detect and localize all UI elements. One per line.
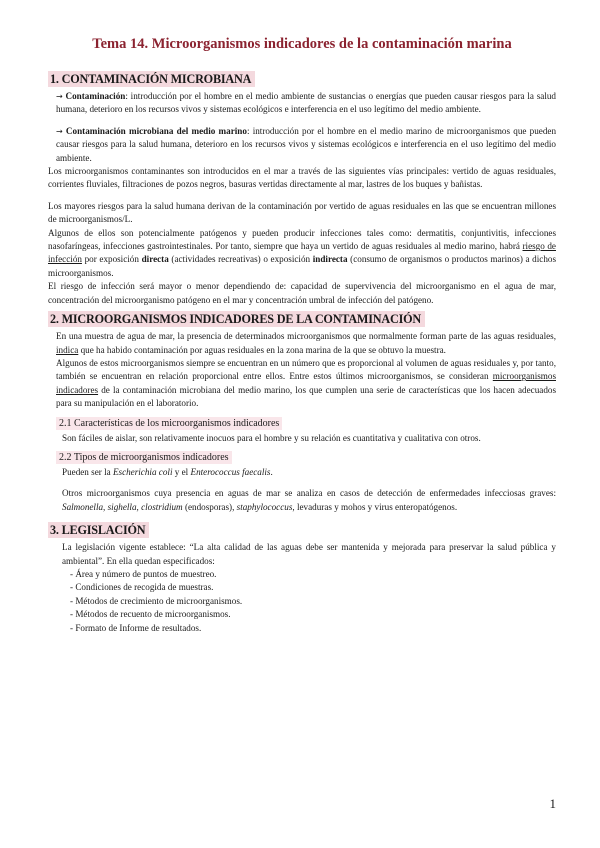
paragraph: Los microorganismos contaminantes son introducidos en el mar a través de las siguientes vías principales: vertido de aguas residuales, corrientes fluviales, filtraciones de pozos negros, basuras vertidas directamente al mar, lastres de los buques y bañistas. xyxy=(48,166,556,190)
list-item: - Área y número de puntos de muestreo. xyxy=(70,568,217,579)
page-number: 1 xyxy=(549,796,556,811)
list-item: - Formato de Informe de resultados. xyxy=(70,622,202,633)
document-title: Tema 14. Microorganismos indicadores de la contaminación marina xyxy=(92,36,512,52)
section-1-heading: 1. CONTAMINACIÓN MICROBIANA xyxy=(48,71,255,87)
term: Contaminación microbiana del medio marino xyxy=(65,125,247,136)
arrow-icon: → xyxy=(56,92,63,101)
list-item: - Métodos de crecimiento de microorganismos. xyxy=(70,595,243,606)
list-item: - Métodos de recuento de microorganismos. xyxy=(70,609,231,620)
paragraph: Otros microorganismos cuya presencia en aguas de mar se analiza en casos de detección de enfermedades infecciosas graves: Salmonella, sighella, clostridium (endosporas), staphylococcus, levaduras y mohos y virus enteropatógenos. xyxy=(62,488,556,512)
requirements-list xyxy=(48,568,556,635)
section-2-heading: 2. MICROORGANISMOS INDICADORES DE LA CONTAMINACIÓN xyxy=(48,311,425,327)
arrow-icon: → xyxy=(56,126,63,136)
section-3 xyxy=(48,514,556,635)
paragraph: Pueden ser la Escherichia coli y el Enterococcus faecalis. xyxy=(62,466,273,477)
section-2 xyxy=(48,307,556,514)
definition-contaminacion-marina: → Contaminación microbiana del medio marino: introducción por el hombre en el medio marino de microorganismos que pueden causar riesgos para la salud humana, deterioro en los recursos vivos y sistemas ecológicos e interferencia en el uso legítimo del medio ambiente. xyxy=(56,125,557,163)
list-item: - Condiciones de recogida de muestras. xyxy=(70,582,214,593)
paragraph: La legislación vigente establece: “La alta calidad de las aguas debe ser mantenida y mejorada para preservar la salud pública y ambiental”. En ella quedan especificados: xyxy=(62,542,556,566)
paragraph: Los mayores riesgos para la salud humana derivan de la contaminación por vertido de aguas residuales en las que se encuentran millones de microorganismos/L. xyxy=(48,200,556,225)
paragraph: Son fáciles de aislar, son relativamente inocuos para el hombre y su relación es cuantitativa y cualitativa con otros. xyxy=(62,432,481,443)
definition-contaminacion: → Contaminación: introducción por el hombre en el medio ambiente de sustancias o energías que pueden causar riesgos para la salud humana, deterioro en los recursos vivos y sistemas ecológicos e interferencia en el uso legítimo del medio ambiente. xyxy=(56,91,556,115)
paragraph: El riesgo de infección será mayor o menor dependiendo de: capacidad de supervivencia del microorganismo en el agua de mar, concentración del microorganismo patógeno en el mar y concentración umbral de infección del patógeno. xyxy=(48,281,556,305)
paragraph: Algunos de estos microorganismos siempre se encuentran en un número que es proporcional al volumen de aguas residuales y, por tanto, también se encuentran en relación proporcional entre ellos. Entre estos últimos microorganismos, se consideran microorganismos indicadores de la contaminación microbiana del medio marino, los que cumplen una serie de características que los hacen adecuados para su manipulación en el laboratorio. xyxy=(56,357,556,409)
subsection-2-2-heading: 2.2 Tipos de microorganismos indicadores xyxy=(56,451,232,464)
subsection-2-1-heading: 2.1 Características de los microorganismos indicadores xyxy=(56,417,282,430)
section-3-heading: 3. LEGISLACIÓN xyxy=(48,522,149,538)
section-1 xyxy=(48,67,556,307)
paragraph: En una muestra de agua de mar, la presencia de determinados microorganismos que normalmente forman parte de las aguas residuales, indica que ha habido contaminación por aguas residuales en la zona marina de la que se obtuvo la muestra. xyxy=(56,331,556,355)
paragraph: Algunos de ellos son potencialmente patógenos y pueden producir infecciones tales como: dermatitis, conjuntivitis, infecciones nasofaríngeas, infecciones gastrointestinales. Por tanto, siempre que haya un vertido de aguas residuales al medio marino, habrá riesgo de infección por exposición directa (actividades recreativas) o exposición indirecta (consumo de organismos o productos marinos) a dichos microorganismos. xyxy=(48,227,557,278)
term: Contaminación xyxy=(65,91,126,101)
